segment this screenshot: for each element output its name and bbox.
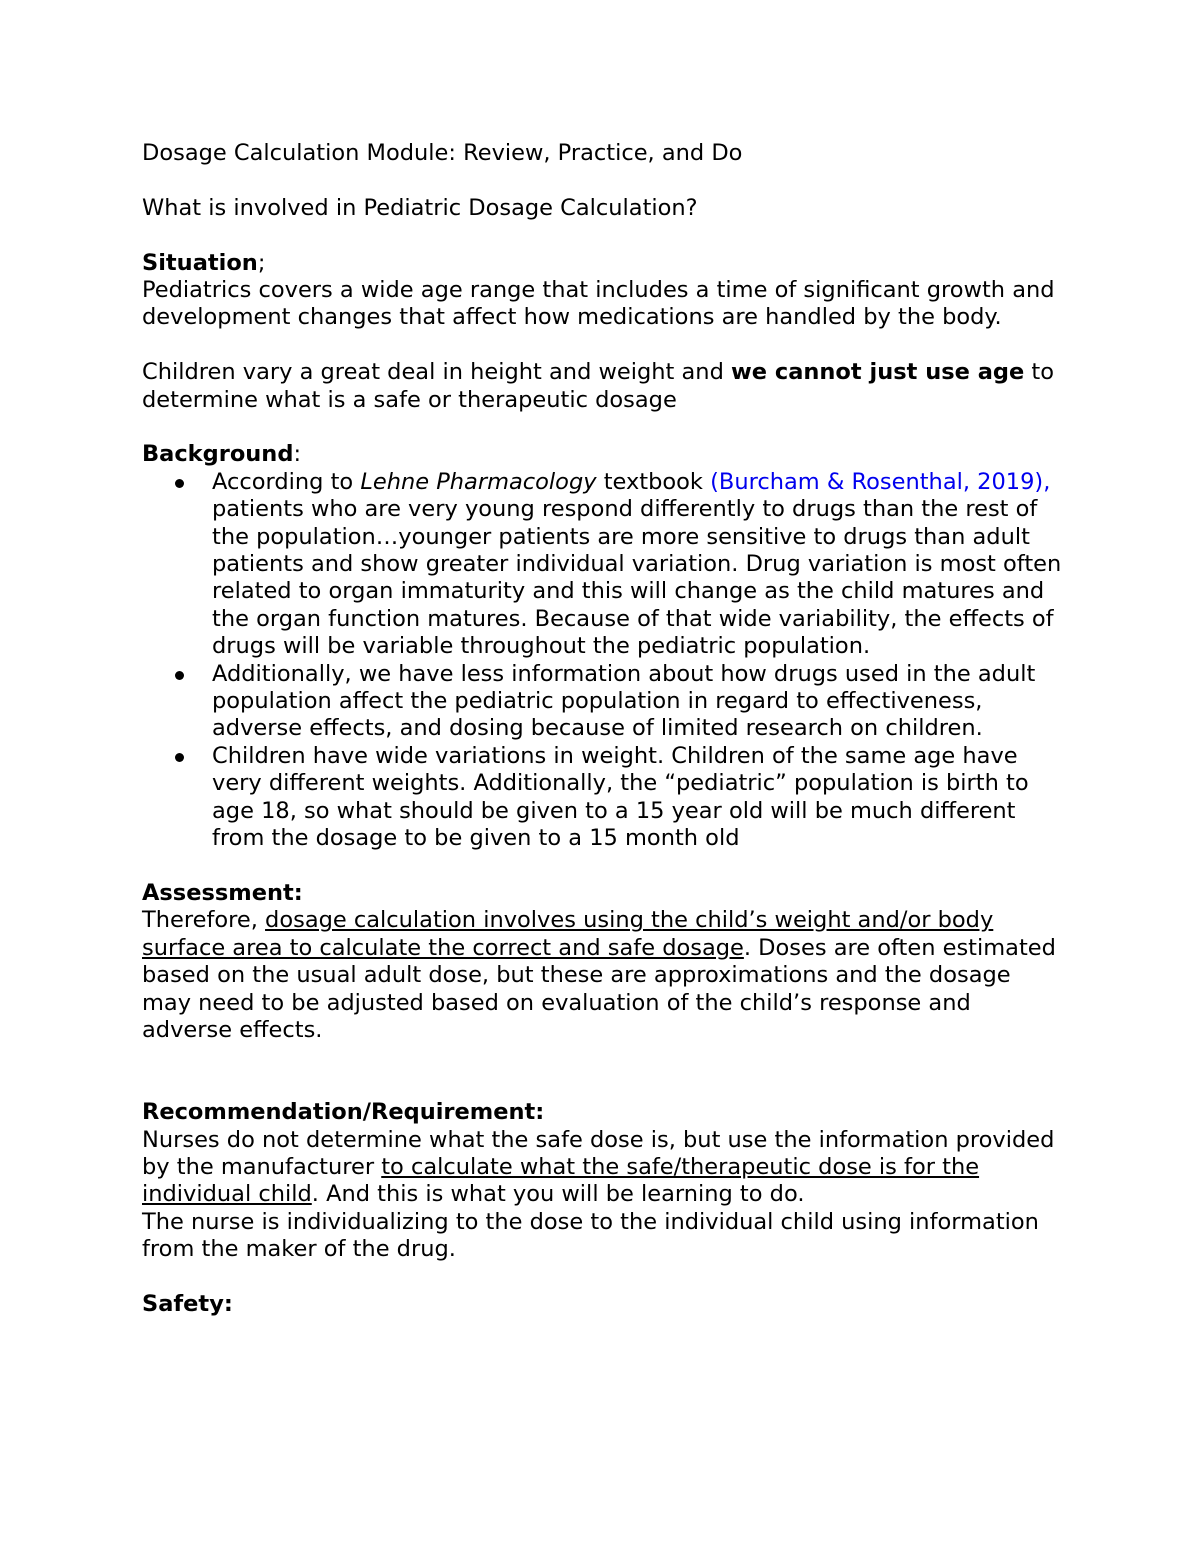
situation-heading-punct: ; (257, 249, 266, 276)
bullet-icon (175, 479, 184, 488)
spacer (142, 853, 1062, 880)
situation-p2-bold: we cannot just use age (731, 359, 1025, 386)
safety-heading: Safety: (142, 1290, 233, 1317)
recommendation-start: Nurses do not determine what the safe dose is, but use the information provided by the manufacturer (142, 1126, 1055, 1180)
bullet-1-italic: Lehne Pharmacology (360, 468, 597, 495)
spacer (142, 1044, 1062, 1099)
background-bullet-2 (142, 661, 1062, 743)
background-bullet-1 (142, 469, 1062, 661)
situation-paragraph-2 (142, 359, 1062, 414)
situation-p2-end: to determine what is a safe or therapeutic dosage (142, 359, 1054, 413)
recommendation-paragraph-2: The nurse is individualizing to the dose to the individual child using information from the maker of the drug. (142, 1208, 1039, 1263)
bullet-icon (175, 671, 184, 680)
situation-heading-line (142, 250, 1062, 277)
background-bullet-3 (142, 743, 1062, 853)
bullet-3-text: Children have wide variations in weight. Children of the same age have very different weights. Additionally, the “pediatric” population is birth to age 18, so what should be given to a 15 year old will be much different from the dosage to be given to a 15 month old (212, 742, 1029, 852)
bullet-1-start: According to (212, 468, 361, 495)
spacer (142, 332, 1062, 359)
document-title: Dosage Calculation Module: Review, Practice, and Do (142, 140, 743, 166)
assessment-heading: Assessment: (142, 879, 303, 906)
bullet-icon (175, 753, 184, 762)
background-bullet-list (142, 469, 1062, 853)
situation-p2-start: Children vary a great deal in height and weight and (142, 359, 731, 386)
situation-paragraph-1: Pediatrics covers a wide age range that includes a time of significant growth and development changes that affect how medications are handled by the body. (142, 277, 1055, 331)
bullet-1-end: patients who are very young respond differently to drugs than the rest of the population…younger patients are more sensitive to drugs than adult patients and show greater individual variation. Drug variation is most often related to organ immaturity and this will change as the child matures and the organ function matures. Because of that wide variability, the effects of drugs will be variable throughout the pediatric population. (212, 496, 1062, 660)
assessment-heading-line (142, 880, 1062, 907)
recommendation-heading: Recommendation/Requirement: (142, 1099, 545, 1126)
background-heading-line (142, 441, 1062, 468)
citation-link[interactable]: (Burcham & Rosenthal, 2019), (710, 468, 1051, 495)
spacer (142, 1264, 1062, 1291)
assessment-underlined: dosage calculation involves using the child’s weight and/or body surface area to calculate the correct and safe dosage (142, 907, 994, 961)
recommendation-heading-line (142, 1099, 1062, 1126)
spacer (142, 167, 1062, 194)
background-heading: Background (142, 441, 294, 468)
assessment-paragraph (142, 907, 1062, 1044)
spacer (142, 222, 1062, 249)
document-page (142, 140, 1062, 1318)
safety-heading-line (142, 1291, 1062, 1318)
recommendation-paragraph-1 (142, 1127, 1062, 1209)
bullet-2-text: Additionally, we have less information about how drugs used in the adult population affect the pediatric population in regard to effectiveness, adverse effects, and dosing because of limited research on children. (212, 660, 1036, 742)
assessment-start: Therefore, (142, 907, 266, 934)
recommendation-underlined: to calculate what the safe/therapeutic dose is for the individual child (142, 1153, 980, 1208)
background-heading-punct: : (293, 441, 302, 468)
assessment-end: . Doses are often estimated based on the usual adult dose, but these are approximations and the dosage may need to be adjusted based on evaluation of the child’s response and adverse effects. (142, 934, 1056, 1043)
question-line: What is involved in Pediatric Dosage Calculation? (142, 194, 698, 221)
spacer (142, 414, 1062, 441)
bullet-1-mid: textbook (596, 468, 711, 495)
recommendation-end: . And this is what you will be learning to do. (311, 1181, 805, 1208)
situation-heading: Situation (142, 249, 258, 276)
